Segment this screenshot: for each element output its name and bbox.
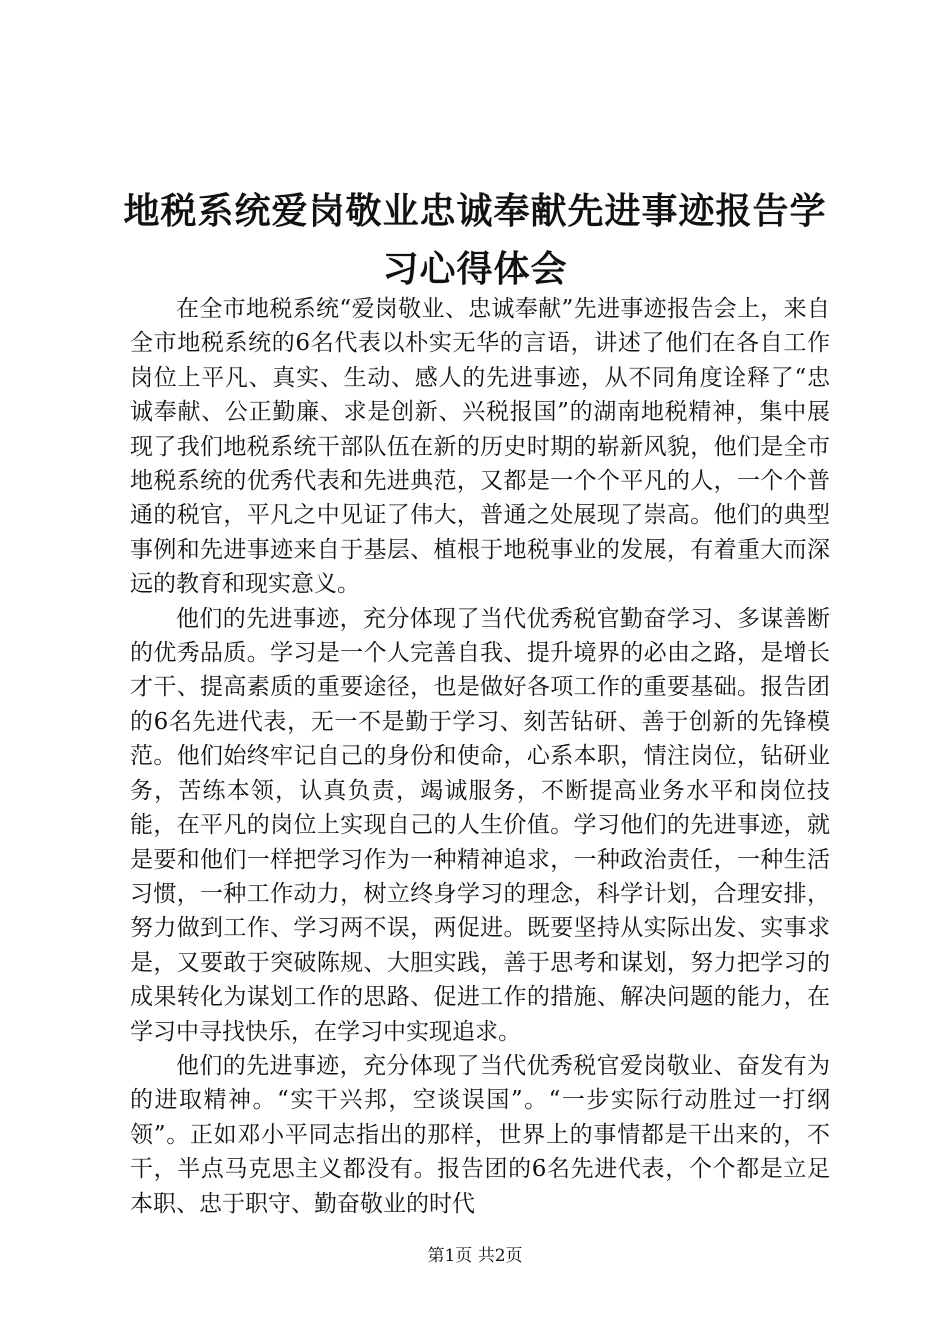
document-body (130, 292, 830, 1221)
paragraph-2: 他们的先进事迹，充分体现了当代优秀税官勤奋学习、多谋善断的优秀品质。学习是一个人完善自我、提升境界的必由之路，是增长才干、提高素质的重要途径，也是做好各项工作的重要基础。报告团的6名先进代表，无一不是勤于学习、刻苦钻研、善于创新的先锋模范。他们始终牢记自己的身份和使命，心系本职，情注岗位，钻研业务，苦练本领，认真负责，竭诚服务，不断提高业务水平和岗位技能，在平凡的岗位上实现自己的人生价值。学习他们的先进事迹，就是要和他们一样把学习作为一种精神追求，一种政治责任，一种生活习惯，一种工作动力，树立终身学习的理念，科学计划，合理安排，努力做到工作、学习两不误，两促进。既要坚持从实际出发、实事求是，又要敢于突破陈规、大胆实践，善于思考和谋划，努力把学习的成果转化为谋划工作的思路、促进工作的措施、解决问题的能力，在学习中寻找快乐，在学习中实现追求。 (130, 605, 830, 1045)
page-number-footer: 第1页 共2页 (427, 1246, 523, 1266)
document-title: 地税系统爱岗敬业忠诚奉献先进事迹报告学习心得体会 (123, 190, 827, 290)
paragraph-1: 在全市地税系统“爱岗敬业、忠诚奉献”先进事迹报告会上，来自全市地税系统的6名代表以朴实无华的言语，讲述了他们在各自工作岗位上平凡、真实、生动、感人的先进事迹，从不同角度诠释了“忠诚奉献、公正勤廉、求是创新、兴税报国”的湖南地税精神，集中展现了我们地税系统干部队伍在新的历史时期的崭新风貌，他们是全市地税系统的优秀代表和先进典范，又都是一个个平凡的人，一个个普通的税官，平凡之中见证了伟大，普通之处展现了崇高。他们的典型事例和先进事迹来自于基层、植根于地税事业的发展，有着重大而深远的教育和现实意义。 (130, 296, 830, 598)
paragraph-3: 他们的先进事迹，充分体现了当代优秀税官爱岗敬业、奋发有为的进取精神。“实干兴邦，空谈误国”。“一步实际行动胜过一打纲领”。正如邓小平同志指出的那样，世界上的事情都是干出来的，不干，半点马克思主义都没有。报告团的6名先进代表，个个都是立足本职、忠于职守、勤奋敬业的时代 (130, 1052, 830, 1217)
